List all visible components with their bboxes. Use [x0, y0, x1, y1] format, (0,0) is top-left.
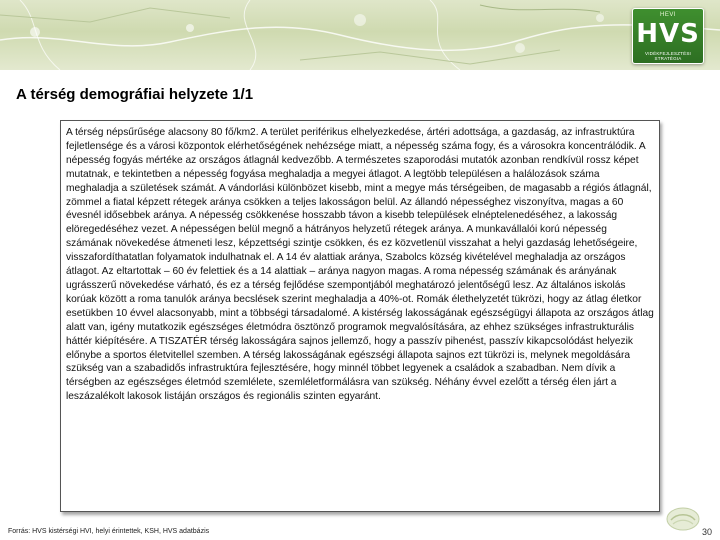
- source-note: Forrás: HVS kistérségi HVI, helyi érintettek, KSH, HVS adatbázis: [8, 528, 210, 535]
- content-box: [60, 120, 660, 512]
- logo-main-text: HVS: [636, 19, 700, 49]
- logo-subtitle: VIDÉKFEJLESZTÉSI STRATÉGIA: [645, 51, 691, 61]
- footer-emblem-icon: [665, 505, 701, 533]
- hvs-logo: [632, 8, 704, 64]
- body-text: A térség népsűrűsége alacsony 80 fő/km2. A terület periférikus elhelyezkedése, ártéri adottsága, a gazdaság, az infrastruktúra fejletlensége és a városi központok elérhetőségének nehézsége miatt, a népesség száma fogy, és a városokra koncentrálódik. A népesség fogyás mértéke az országos átlagnál kedvezőbb. A természetes szaporodási mutatók azonban rendkívül rossz képet mutatnak, e tekintetben a népesség fogyása meghaladja a megyei átlagot. A legtöbb településen a halálozások száma meghaladja a születések számát. A vándorlási különbözet kisebb, mint a megye más térségeiben, de magasabb a régiós átlagnál, zömmel a fiatal képzett rétegek aránya csökken a teljes lakosságon belül. Az állandó népességhez viszonyítva, magas a 60 évesnél idősebbek aránya. A népesség csökkenése hosszabb távon a kisebb települések elnéptelenedéséhez, a lakosság elöregedéséhez vezet. A népességen belül megnő a hátrányos helyzetű rétegek aránya. A munkavállalói korú népesség számának növekedése átmeneti lesz, képzettségi szintje csökken, és ez közvetlenül visszahat a helyi gazdaság lehetőségeire, visszafordíthatatlan folyamatok indulhatnak el. A 14 év alattiak aránya, Szabolcs község kivételével meghaladja az országos átlagot. Az eltartottak – 60 év felettiek és a 14 alattiak – aránya nagyon magas. A roma népesség számának és arányának ugrásszerű növekedése várható, és ez a térség fejlődése szempontjából meghatározó jelentőségű lesz. Az általános iskolás korúak között a roma tanulók aránya becslések szerint meghaladja a 40%-ot. Romák élethelyzetét tükrözi, hogy az átlag életkor esetükben 10 évvel alacsonyabb, mint a többségi társadalomé. A kistérség lakosságának egészségügyi állapota az országos átlag alatt van, igény mutatkozik egészséges életmódra ösztönző programok megvalósítására, az ehhez szükséges infrastrukturális háttér kiépítésére. A TISZATÉR térség lakosságára sajnos jellemző, hogy a passzív pihenést, passzív kikapcsolódást helyezik előnybe a sportos életvitellel szemben. A térség lakosságának egészségi állapota sajnos ezt tükrözi is, melynek megoldására szükség van a szabadidős infrastruktúra fejlesztésére, hogy minnél többet legyenek a családok a szabadban. Nem dívik a térségben az egészséges életmód szemlélete, szemléletformálásra van szükség. Néhány évvel ezelőtt a térség élen járt a leszázalékolt lakosok listáján országos és regionális szinten egyaránt.: [66, 127, 654, 403]
- page-title: A térség demográfiai helyzete 1/1: [16, 86, 254, 103]
- header-banner: [0, 0, 720, 70]
- logo-top-text: HEVI: [659, 12, 676, 18]
- map-background: [0, 0, 720, 70]
- page-number: 30: [702, 527, 713, 537]
